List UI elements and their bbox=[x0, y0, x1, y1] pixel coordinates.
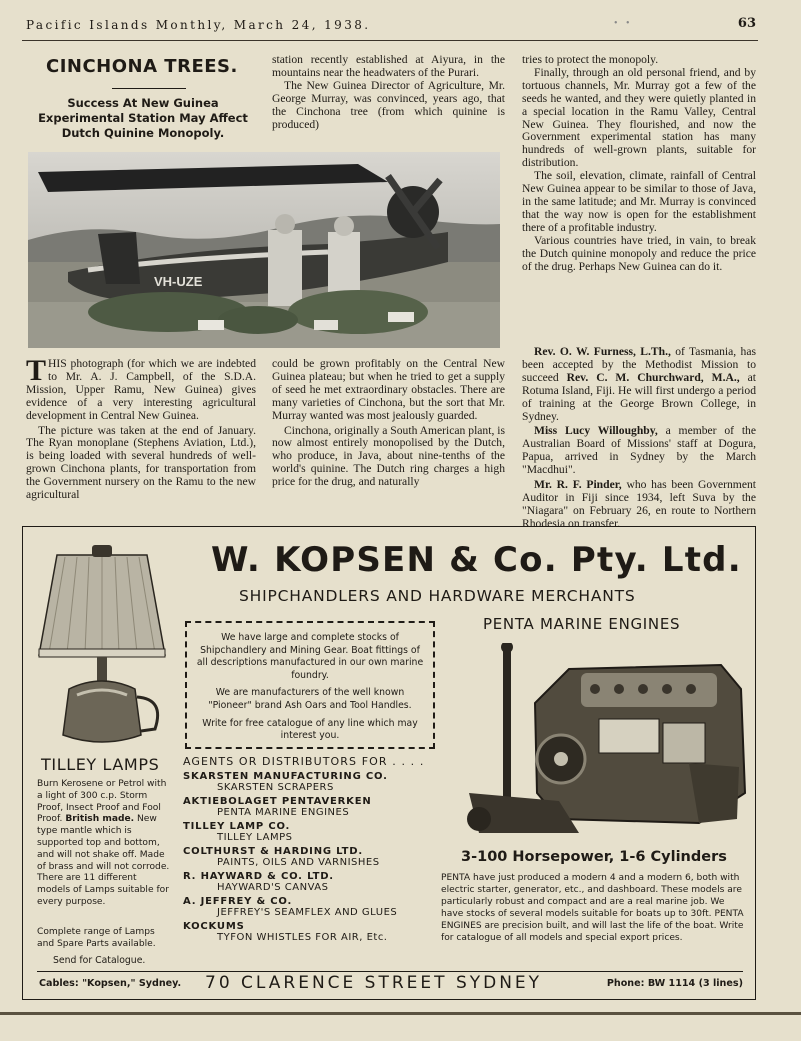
agent-product: PAINTS, OILS AND VARNISHES bbox=[217, 857, 380, 868]
note-item: Mr. R. F. Pinder, who has been Government Auditor in Fiji since 1934, left Suva by the "Niagara" on February 26, en route to Northern Rhodesia on transfer. bbox=[522, 478, 756, 530]
article-column-1 bbox=[26, 354, 256, 502]
tilley-lamp-illustration bbox=[37, 545, 167, 749]
article-paragraph: The New Guinea Director of Agriculture, Mr. George Murray, was convinced, years ago, that the Cinchona tree (from which quinine is produced) bbox=[272, 78, 505, 131]
article-paragraph: Finally, through an old personal friend, and by tortuous channels, Mr. Murray got a few of the seeds he wanted, and they were quietly planted in a special location in the Ramu Valley, Central New Guinea. They flourished, and now the Government experimental station has many hundreds of well-grown plants, suitable for distribution. bbox=[522, 65, 756, 170]
penta-heading: PENTA MARINE ENGINES bbox=[483, 615, 681, 633]
tilley-description: Burn Kerosene or Petrol with a light of 300 c.p. Storm Proof, Insect Proof and Fool Proof. British made. New type mantle which is supported top and bottom, and will not shake off. Made of brass and will not corrode. There are 11 different models of Lamps suitable for every purpose. bbox=[37, 779, 170, 907]
tilley-heading: TILLEY LAMPS bbox=[41, 755, 160, 774]
agent-name: A. JEFFREY & CO. bbox=[183, 896, 293, 907]
ad-box-text: Write for free catalogue of any line which may interest you. bbox=[202, 717, 418, 742]
tilley-range: Complete range of Lamps and Spare Parts available. bbox=[37, 927, 156, 949]
page-number: 63 bbox=[737, 16, 756, 31]
ad-company-name: W. KOPSEN & Co. Pty. Ltd. bbox=[211, 540, 742, 580]
phone-number: Phone: BW 1114 (3 lines) bbox=[606, 978, 743, 989]
agent-product: PENTA MARINE ENGINES bbox=[217, 807, 350, 818]
agent-name: COLTHURST & HARDING LTD. bbox=[183, 846, 364, 857]
article-paragraph: Various countries have tried, in vain, to break the Dutch quinine monopoly and reduce the price of the drug. Perhaps New Guinea can do it. bbox=[522, 233, 756, 273]
monoplane-photo-illustration bbox=[28, 152, 500, 348]
article-paragraph: The soil, elevation, climate, rainfall of Central New Guinea appear to be similar to those of Java, in the same latitude; and Mr. Murray is convinced that the way now is open for the establishment there of a profitable industry. bbox=[522, 169, 756, 234]
article-paragraph: station recently established at Aiyura, in the mountains near the headwaters of the Purari. bbox=[272, 53, 505, 79]
tilley-catalogue: Send for Catalogue. bbox=[53, 955, 146, 966]
drop-cap: T bbox=[26, 354, 47, 387]
agent-name: TILLEY LAMP CO. bbox=[183, 821, 291, 832]
ad-footer bbox=[37, 971, 743, 995]
article-paragraph: tries to protect the monopoly. bbox=[522, 53, 659, 66]
article-paragraph: Cinchona, originally a South American plant, is now almost entirely monopolised by the Dutch, who produce, in Java, about nine-tenths of the world's quinine. The Dutch ring charges a high price for the drug, and naturally bbox=[272, 423, 505, 489]
note-item: Rev. O. W. Furness, L.Th., of Tasmania, has been accepted by the Methodist Mission to succeed Rev. C. M. Churchward, M.A., at Rotuma Island, Fiji. He will first undergo a period of training at the George Brown College, in Sydney. bbox=[522, 345, 756, 423]
agent-product: SKARSTEN SCRAPERS bbox=[217, 782, 334, 793]
agent-name: AKTIEBOLAGET PENTAVERKEN bbox=[183, 796, 372, 807]
article-paragraph: could be grown profitably on the Central New Guinea plateau; but when he tried to get a supply of seed he met extraordinary obstacles. There are many varieties of Cinchona, but the sort that Mr. Murray wanted was most jealously guarded. bbox=[272, 357, 505, 422]
agent-name: R. HAYWARD & CO. LTD. bbox=[183, 871, 334, 882]
note-item: Miss Lucy Willoughby, a member of the Australian Board of Missions' staff at Dogura, Papua, arrived in Sydney by the March "Macdhui". bbox=[522, 424, 756, 477]
penta-engine-illustration bbox=[449, 643, 749, 837]
page-header bbox=[26, 14, 756, 38]
article-title: CINCHONA TREES. bbox=[46, 56, 238, 77]
agent-product: TYFON WHISTLES FOR AIR, Etc. bbox=[217, 932, 388, 943]
article-paragraph: THIS photograph (for which we are indebted to Mr. A. J. Campbell, of the S.D.A. Mission, Upper Ramu, New Guinea) gives evidence of a very interesting agricultural development in Central New Guinea. bbox=[26, 354, 256, 422]
agent-product: JEFFREY'S SEAMFLEX AND GLUES bbox=[217, 907, 398, 918]
agent-name: KOCKUMS bbox=[183, 921, 245, 932]
article-subheading: Success At New Guinea Experimental Station May Affect Dutch Quinine Monopoly. bbox=[38, 96, 248, 140]
ad-box-text: We have large and complete stocks of Shipchandlery and Mining Gear. Boat fittings of all descriptions manufactured in our own marine foundry. bbox=[196, 632, 424, 681]
header-rule bbox=[22, 40, 758, 41]
article-column-2 bbox=[272, 358, 505, 489]
cables-address: Cables: "Kopsen," Sydney. bbox=[39, 978, 182, 989]
agents-heading: AGENTS OR DISTRIBUTORS FOR . . . . bbox=[183, 755, 425, 768]
publication-title: Pacific Islands Monthly, March 24, 1938. bbox=[26, 18, 371, 32]
title-rule bbox=[112, 88, 186, 89]
header-dots: • • bbox=[614, 18, 633, 29]
horsepower-heading: 3-100 Horsepower, 1-6 Cylinders bbox=[461, 849, 727, 865]
ad-box-text: We are manufacturers of the well known "Pioneer" brand Ash Oars and Tool Handles. bbox=[208, 687, 412, 711]
agent-product: HAYWARD'S CANVAS bbox=[217, 882, 329, 893]
article-column-2-top bbox=[272, 54, 505, 131]
page-bottom-rule bbox=[0, 1012, 801, 1015]
personal-notes bbox=[522, 346, 756, 531]
penta-description: PENTA have just produced a modern 4 and a modern 6, both with electric starter, generator, etc., and dashboard. These models are particularly robust and compact and are a real marine job. We have stocks of several models suitable for boats up to 30ft. PENTA ENGINES are precision built, and will last the life of the boat. Write for catalogue of all models and special export prices. bbox=[441, 873, 744, 943]
article-paragraph: The picture was taken at the end of January. The Ryan monoplane (Stephens Aviation, Ltd.), is being loaded with several hundreds of well-grown Cinchona plants, for transportation from the Government nursery on the Ramu to the new agricultural bbox=[26, 423, 256, 502]
ad-tagline: SHIPCHANDLERS AND HARDWARE MERCHANTS bbox=[239, 587, 636, 605]
street-address: 70 CLARENCE STREET SYDNEY bbox=[205, 973, 543, 993]
agents-list bbox=[183, 755, 445, 943]
kopsen-advertisement bbox=[22, 526, 756, 1000]
plane-registration: VH-UZE bbox=[154, 274, 203, 289]
ad-stock-box bbox=[185, 621, 435, 749]
agent-product: TILLEY LAMPS bbox=[217, 832, 293, 843]
monoplane-photo bbox=[28, 152, 500, 348]
agent-name: SKARSTEN MANUFACTURING CO. bbox=[183, 771, 388, 782]
article-column-3 bbox=[522, 54, 756, 273]
